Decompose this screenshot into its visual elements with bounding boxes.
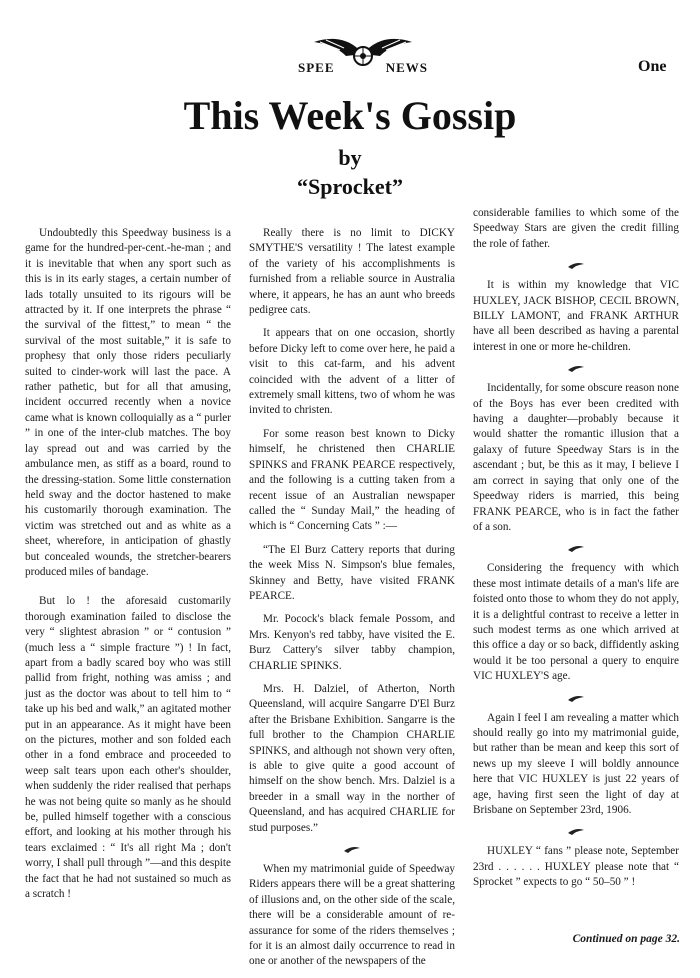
column-1 [25, 226, 231, 910]
ornament-icon [473, 693, 679, 705]
masthead-right-text: NEWS [385, 60, 428, 75]
ornament-icon [473, 826, 679, 838]
paragraph: Really there is no limit to DICKY SMYTHE'S versatility ! The latest example of the variety of his accomplishments is furnished from a reliable source in Australia where, it appears, he has an aunt who breeds pedigree cats. [249, 227, 455, 317]
ornament-icon [473, 363, 679, 375]
paragraph: When my matrimonial guide of Speedway Riders appears there will be a great shattering of illusions and, on the other side of the scale, there will be a considerable amount of re-assurance for some of the riders themselves ; for it is an almost daily occurrence to read in one or another of the newspapers of the [249, 863, 455, 968]
paragraph: considerable families to which some of the Speedway Stars are given the credit filling the role of father. [473, 207, 679, 250]
column-3 [473, 206, 679, 899]
paragraph: “The El Burz Cattery reports that during the week Miss N. Simpson's blue females, Skinney and Betty, have visited FRANK PEARCE. [249, 543, 455, 602]
byline-by: by [338, 145, 362, 170]
paragraph: Again I feel I am revealing a matter which should really go into my matrimonial guide, but rather than be mean and keep this sort of news up my sleeve I will boldly announce here that VIC HUXLEY is just 22 years of age, having first seen the light of day at Brisbane on September 23rd, 1906. [473, 711, 679, 816]
ornament-icon [249, 844, 455, 856]
paragraph: Mr. Pocock's black female Possom, and Mrs. Kenyon's red tabby, have visited the E. Burz Cattery's silver tabby champion, CHARLIE SPINKS. [249, 613, 455, 672]
continued-note: Continued on page 32. [572, 933, 680, 945]
article-title: This Week's Gossip [183, 93, 517, 138]
masthead [298, 34, 428, 80]
ornament-icon [473, 543, 679, 555]
paragraph: Undoubtedly this Speedway business is a game for the hundred-per-cent.-he-man ; and it is inevitable that when any sport such as this is in its early stages, a certain number of lads totally unsuited to its rigours will be attracted by it. If one interprets the phrase “ the survival of the fittest,” to mean “ the survival of the most suitable,” it is safe to prophesy that only those riders peculiarly suited to cinder-work will last the pace. A rather pathetic, but for all that amusing, incident occurred recently when a novice came what is known colloquially as a “ purler ” in one of the inter-club matches. The boy lay spread out and was carried by the ambulance men, as stiff as a board, round to the dressing-station. Some little consternation held sway and the doctor hastened to make his customarily thorough examination. The victim was stretched out and as white as a sheet, wherefore, in anticipation of ghastly but concealed wounds, the stretcher-bearers produced miles of bandage. [25, 227, 231, 578]
page-number: One [638, 58, 667, 75]
masthead-left-text: SPEE [298, 60, 335, 75]
paragraph: Considering the frequency with which these most intimate details of a man's life are foisted onto those to whom they do not apply, it is a delightful contrast to receive a letter in such modest terms as one which arrived at this office a day or so back, diffidently asking would it be too personal a query to enquire VIC HUXLEY'S age. [473, 562, 679, 683]
paragraph: Incidentally, for some obscure reason none of the Boys has ever been credited with having a daughter—probably because it would shatter the romantic illusion that a galaxy of future Speedway Stars is in the ascendant ; but, be this as it may, I believe I am correct in saying that only one of the Speedway riders is married, this being FRANK PEARCE, who is in fact the father of a son. [473, 382, 679, 533]
paragraph: It appears that on one occasion, shortly before Dicky left to come over here, he paid a visit to this cat-farm, and his advent coincided with the advent of a litter of extremely small kittens, two of whom he was invited to christen. [249, 327, 455, 417]
ornament-icon [473, 260, 679, 272]
column-2 [249, 226, 455, 978]
paragraph: It is within my knowledge that VIC HUXLEY, JACK BISHOP, CECIL BROWN, BILLY LAMONT, and FRANK ARTHUR have all been described as having a parental interest in one or more he-children. [473, 279, 679, 353]
byline-author: “Sprocket” [297, 174, 403, 199]
paragraph: HUXLEY “ fans ” please note, September 23rd . . . . . . HUXLEY please note that “ Sprocket ” expects to go “ 50–50 ” ! [473, 845, 679, 889]
paragraph: Mrs. H. Dalziel, of Atherton, North Queensland, will acquire Sangarre D'El Burz after the Brisbane Exhibition. Sangarre is the full brother to the Champion CHARLIE SPINKS, and although not shown very often, is able to give quite a good account of himself on the show bench. Mrs. Dalziel is a breeder in a small way in the norther of Queensland, and has acquired CHARLIE for stud purposes.” [249, 682, 455, 834]
paragraph: But lo ! the aforesaid customarily thorough examination failed to disclose the very “ slightest abrasion ” or “ contusion ” (much less a “ simple fracture ”) ! In fact, apart from a badly scared boy who was still pallid from fright, nothing was amiss ; and just as the doctor was about to tell him to “ take up his bed and walk,” an agitated mother put in an appearance. As it might have been on the pictures, mother and son folded each other in a fond embrace and proceeded to weep salt tears upon each other's shoulder, when suddenly the rider realised that perhaps he was not being quite so manly as he should be, pulled himself together with a conscious effort, and looking at his mother through his tears exclaimed : “ It's all right Ma ; don't worry, I shall pull through ”—and this despite the fact that he had not sustained so much as a scratch ! [25, 595, 231, 901]
paragraph: For some reason best known to Dicky himself, he christened then CHARLIE SPINKS and FRANK PEARCE respectively, and the following is a cutting taken from a recent issue of an Australian newspaper called the “ Sunday Mail,” the heading of which is “ Concerning Cats ” :— [249, 427, 455, 533]
